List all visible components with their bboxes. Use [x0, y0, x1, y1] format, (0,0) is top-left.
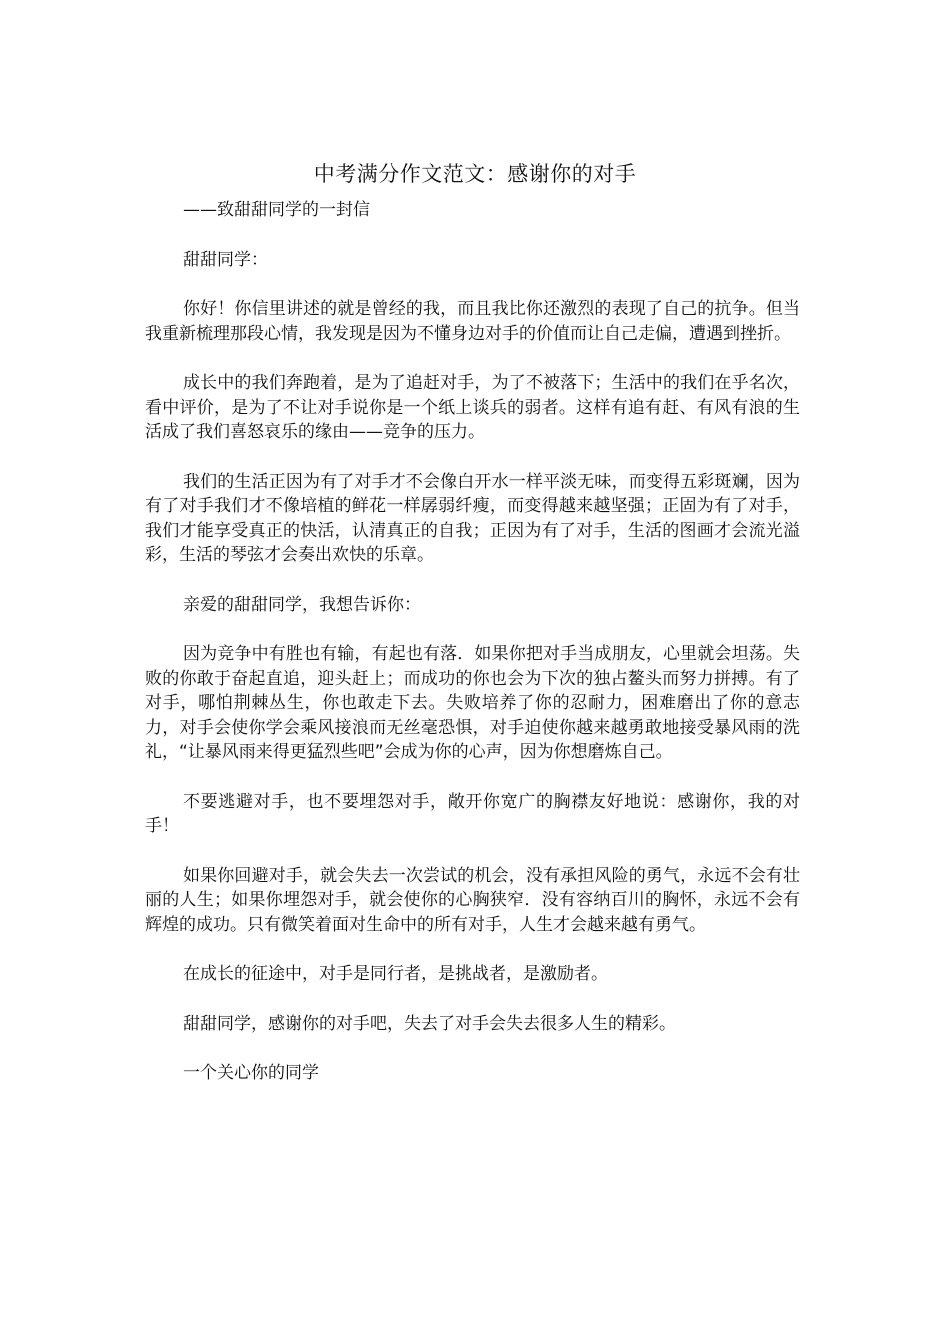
salutation-paragraph: 甜甜同学：	[183, 249, 268, 270]
document-title: 中考满分作文范文：感谢你的对手	[313, 162, 637, 186]
body-paragraph: 因为竞争中有胜也有输，有起也有落．如果你把对手当成朋友，心里就会坦荡。失败的你敢于奋起直追，迎头赶上；而成功的你也会为下次的独占鳌头而努力拼搏。有了对手，哪怕荆棘丛生，你也敢走下去。失败培养了你的忍耐力，困难磨出了你的意志力，对手会使你学会乘风接浪而无丝毫恐惧，对手迫使你越来越勇敢地接受暴风雨的洗礼，“让暴风雨来得更猛烈些吧”会成为你的心声，因为你想磨炼自己。	[145, 644, 800, 762]
subtitle-paragraph: ——致甜甜同学的一封信	[183, 200, 370, 220]
body-paragraph: 如果你回避对手，就会失去一次尝试的机会，没有承担风险的勇气，永远不会有壮丽的人生；如果你埋怨对手，就会使你的心胸狭窄．没有容纳百川的胸怀，永远不会有辉煌的成功。只有微笑着面对生命中的所有对手，人生才会越来越有勇气。	[145, 865, 800, 935]
body-paragraph: 亲爱的甜甜同学，我想告诉你：	[183, 594, 421, 615]
signature-paragraph: 一个关心你的同学	[183, 1063, 319, 1083]
body-paragraph: 甜甜同学，感谢你的对手吧，失去了对手会失去很多人生的精彩。	[183, 1013, 676, 1034]
body-paragraph: 不要逃避对手，也不要埋怨对手，敞开你宽广的胸襟友好地说：感谢你，我的对手！	[145, 791, 800, 836]
body-paragraph: 我们的生活正因为有了对手才不会像白开水一样平淡无味，而变得五彩斑斓，因为有了对手我们才不像培植的鲜花一样孱弱纤瘦，而变得越来越坚强；正固为有了对手，我们才能享受真正的快活，认清真正的自我；正因为有了对手，生活的图画才会流光溢彩，生活的琴弦才会奏出欢快的乐章。	[145, 471, 800, 565]
body-paragraph: 在成长的征途中，对手是同行者，是挑战者，是激励者。	[183, 964, 608, 984]
body-paragraph: 成长中的我们奔跑着，是为了追赶对手，为了不被落下；生活中的我们在乎名次，看中评价，是为了不让对手说你是一个纸上谈兵的弱者。这样有追有赶、有风有浪的生活成了我们喜怒哀乐的缘由——竞争的压力。	[145, 373, 800, 442]
document-body	[145, 198, 800, 1111]
body-paragraph: 你好！你信里讲述的就是曾经的我，而且我比你还激烈的表现了自己的抗争。但当我重新梳理那段心情，我发现是因为不懂身边对手的价值而让自己走偏，遭遇到挫折。	[145, 299, 800, 344]
